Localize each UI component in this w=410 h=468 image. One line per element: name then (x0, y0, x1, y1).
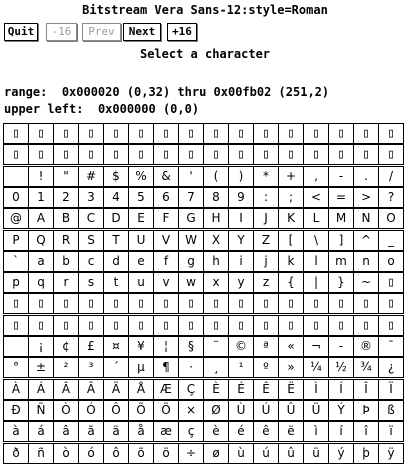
glyph-cell[interactable]: M (328, 208, 354, 229)
glyph-cell[interactable]: ▯ (328, 123, 354, 144)
glyph-cell[interactable]: ▯ (203, 123, 229, 144)
glyph-cell[interactable]: ▯ (278, 293, 304, 314)
quit-button[interactable]: Quit (4, 23, 38, 41)
glyph-cell[interactable]: y (228, 272, 254, 293)
glyph-cell[interactable]: × (178, 400, 204, 421)
glyph-cell[interactable]: ▯ (378, 293, 404, 314)
range-value: 0x000020 (0,32) thru 0x00fb02 (251,2) (61, 85, 330, 99)
glyph-cell[interactable]: ( (203, 166, 229, 187)
glyph-cell[interactable]: ¶ (153, 357, 179, 378)
glyph-cell[interactable]: = (328, 187, 354, 208)
glyph-cell[interactable]: Ç (178, 379, 204, 400)
glyph-cell[interactable]: ' (178, 166, 204, 187)
glyph-cell[interactable]: © (228, 336, 254, 357)
glyph-cell[interactable]: ý (328, 443, 354, 464)
glyph-cell[interactable]: e (128, 251, 154, 272)
glyph-cell[interactable]: ¯ (378, 336, 404, 357)
glyph-cell[interactable]: æ (153, 421, 179, 442)
glyph-cell[interactable]: ® (353, 336, 379, 357)
glyph-cell[interactable]: ▯ (328, 315, 354, 336)
glyph-cell[interactable]: ø (203, 443, 229, 464)
glyph-cell[interactable]: 7 (178, 187, 204, 208)
glyph-cell[interactable]: í (328, 421, 354, 442)
glyph-cell[interactable]: ¾ (353, 357, 379, 378)
glyph-cell[interactable]: ▯ (203, 315, 229, 336)
glyph-cell[interactable]: X (203, 230, 229, 251)
glyph-cell[interactable]: Z (253, 230, 279, 251)
glyph-cell[interactable]: ù (228, 443, 254, 464)
glyph-cell[interactable]: Î (353, 379, 379, 400)
glyph-cell[interactable]: Ó (78, 400, 104, 421)
glyph-cell[interactable]: º (253, 357, 279, 378)
glyph-cell[interactable]: m (328, 251, 354, 272)
glyph-cell[interactable]: Õ (128, 400, 154, 421)
glyph-cell[interactable]: ; (278, 187, 304, 208)
glyph-cell[interactable]: k (278, 251, 304, 272)
glyph-cell[interactable]: V (153, 230, 179, 251)
glyph-cell[interactable]: þ (353, 443, 379, 464)
glyph-cell[interactable]: K (278, 208, 304, 229)
character-grid (3, 123, 406, 463)
glyph-cell[interactable]: * (253, 166, 279, 187)
glyph-cell[interactable]: ▯ (3, 123, 29, 144)
glyph-cell[interactable]: ò (53, 443, 79, 464)
glyph-cell[interactable]: ▯ (228, 123, 254, 144)
glyph-cell[interactable]: ¸ (203, 357, 229, 378)
glyph-cell[interactable]: ▯ (178, 144, 204, 165)
glyph-cell[interactable]: ¦ (153, 336, 179, 357)
glyph-cell[interactable]: # (78, 166, 104, 187)
glyph-cell[interactable]: ▯ (28, 293, 54, 314)
glyph-cell[interactable]: ▯ (103, 144, 129, 165)
glyph-cell[interactable]: ▯ (178, 293, 204, 314)
glyph-cell[interactable]: · (178, 357, 204, 378)
glyph-cell[interactable]: W (178, 230, 204, 251)
glyph-cell[interactable]: ▯ (303, 144, 329, 165)
glyph-cell[interactable]: : (253, 187, 279, 208)
glyph-cell[interactable]: T (103, 230, 129, 251)
glyph-cell[interactable]: ▯ (253, 123, 279, 144)
glyph-cell[interactable]: C (78, 208, 104, 229)
glyph-cell[interactable]: ▯ (153, 315, 179, 336)
glyph-cell[interactable]: } (328, 272, 354, 293)
glyph-cell[interactable]: ▯ (253, 315, 279, 336)
glyph-cell[interactable]: u (128, 272, 154, 293)
glyph-cell[interactable]: a (28, 251, 54, 272)
glyph-cell[interactable]: r (53, 272, 79, 293)
glyph-cell[interactable]: U (128, 230, 154, 251)
glyph-cell[interactable]: ? (378, 187, 404, 208)
glyph-cell[interactable]: | (303, 272, 329, 293)
glyph-cell[interactable]: É (228, 379, 254, 400)
glyph-cell[interactable]: ▯ (128, 123, 154, 144)
glyph-cell[interactable]: % (128, 166, 154, 187)
glyph-cell[interactable]: ▯ (78, 293, 104, 314)
glyph-cell[interactable]: q (28, 272, 54, 293)
glyph-cell[interactable]: d (103, 251, 129, 272)
glyph-cell[interactable]: ¥ (128, 336, 154, 357)
glyph-cell[interactable]: ▯ (153, 293, 179, 314)
glyph-cell[interactable]: ¤ (103, 336, 129, 357)
glyph-cell[interactable]: ~ (353, 272, 379, 293)
glyph-cell[interactable]: Â (53, 379, 79, 400)
select-prompt: Select a character (139, 47, 271, 61)
glyph-cell[interactable]: ] (328, 230, 354, 251)
glyph-cell[interactable]: Ý (328, 400, 354, 421)
glyph-cell[interactable]: $ (103, 166, 129, 187)
glyph-cell[interactable]: û (278, 443, 304, 464)
glyph-cell[interactable]: ö (153, 443, 179, 464)
glyph-cell[interactable]: à (3, 421, 29, 442)
glyph-cell[interactable]: ¿ (378, 357, 404, 378)
glyph-cell[interactable]: ▯ (228, 144, 254, 165)
glyph-cell[interactable]: ▯ (253, 293, 279, 314)
glyph-cell[interactable]: ▯ (28, 144, 54, 165)
glyph-cell[interactable]: { (278, 272, 304, 293)
glyph-cell[interactable]: A (28, 208, 54, 229)
glyph-cell[interactable]: . (353, 166, 379, 187)
glyph-cell[interactable]: ▯ (178, 315, 204, 336)
glyph-cell[interactable]: ¼ (303, 357, 329, 378)
glyph-cell[interactable]: ▯ (103, 293, 129, 314)
glyph-cell[interactable]: c (78, 251, 104, 272)
glyph-cell[interactable]: > (353, 187, 379, 208)
glyph-cell[interactable]: Ã (78, 379, 104, 400)
glyph-cell[interactable]: Ë (278, 379, 304, 400)
glyph-cell[interactable] (3, 336, 29, 357)
glyph-cell[interactable]: ¡ (28, 336, 54, 357)
glyph-cell[interactable]: Ø (203, 400, 229, 421)
glyph-cell[interactable]: ▯ (303, 123, 329, 144)
glyph-cell[interactable]: Ì (303, 379, 329, 400)
glyph-cell[interactable]: Ù (228, 400, 254, 421)
glyph-cell[interactable]: h (203, 251, 229, 272)
glyph-cell[interactable]: õ (128, 443, 154, 464)
glyph-cell[interactable]: & (153, 166, 179, 187)
glyph-cell[interactable]: ▯ (78, 123, 104, 144)
range-info (4, 85, 329, 99)
glyph-cell[interactable]: ▯ (278, 315, 304, 336)
glyph-cell[interactable]: ▯ (353, 144, 379, 165)
glyph-cell[interactable]: ª (253, 336, 279, 357)
glyph-cell[interactable]: ! (28, 166, 54, 187)
glyph-cell[interactable]: ê (253, 421, 279, 442)
glyph-cell[interactable]: ½ (328, 357, 354, 378)
glyph-cell[interactable]: â (53, 421, 79, 442)
glyph-cell[interactable]: j (253, 251, 279, 272)
glyph-cell[interactable]: ¨ (203, 336, 229, 357)
glyph-cell[interactable]: 2 (53, 187, 79, 208)
upper-left-label: upper left: (4, 102, 84, 116)
glyph-cell[interactable]: Y (228, 230, 254, 251)
glyph-cell[interactable]: ▯ (53, 144, 79, 165)
plus-16-button[interactable]: +16 (167, 23, 197, 41)
glyph-cell[interactable]: ▯ (378, 272, 404, 293)
glyph-cell[interactable]: § (178, 336, 204, 357)
glyph-cell[interactable]: ) (228, 166, 254, 187)
glyph-cell[interactable]: ▯ (378, 315, 404, 336)
glyph-cell[interactable]: ▯ (53, 123, 79, 144)
glyph-cell[interactable]: 5 (128, 187, 154, 208)
glyph-cell[interactable]: ▯ (3, 315, 29, 336)
glyph-cell[interactable]: ` (3, 251, 29, 272)
glyph-cell[interactable]: Å (128, 379, 154, 400)
glyph-cell[interactable]: + (278, 166, 304, 187)
glyph-cell[interactable]: ÿ (378, 443, 404, 464)
window-title: Bitstream Vera Sans-12:style=Roman (82, 3, 328, 17)
glyph-cell[interactable]: x (203, 272, 229, 293)
glyph-cell[interactable]: " (53, 166, 79, 187)
prev-button[interactable]: Prev (82, 23, 121, 41)
glyph-cell[interactable]: ▯ (203, 293, 229, 314)
glyph-cell[interactable]: 8 (203, 187, 229, 208)
glyph-cell[interactable]: ¢ (53, 336, 79, 357)
glyph-cell[interactable]: « (278, 336, 304, 357)
glyph-cell[interactable]: Ô (103, 400, 129, 421)
glyph-cell[interactable]: ß (378, 400, 404, 421)
glyph-cell[interactable]: ▯ (3, 144, 29, 165)
glyph-cell[interactable]: Ü (303, 400, 329, 421)
glyph-cell[interactable]: ▯ (378, 144, 404, 165)
glyph-cell[interactable] (3, 166, 29, 187)
glyph-cell[interactable]: v (153, 272, 179, 293)
glyph-cell[interactable]: Ê (253, 379, 279, 400)
glyph-cell[interactable]: ▯ (128, 144, 154, 165)
glyph-cell[interactable]: ▯ (78, 144, 104, 165)
glyph-cell[interactable]: » (278, 357, 304, 378)
glyph-cell[interactable]: ▯ (53, 315, 79, 336)
glyph-cell[interactable]: ▯ (278, 144, 304, 165)
glyph-cell[interactable]: Ñ (28, 400, 54, 421)
glyph-cell[interactable]: Á (28, 379, 54, 400)
glyph-cell[interactable]: Æ (153, 379, 179, 400)
glyph-cell[interactable]: ▯ (253, 144, 279, 165)
glyph-cell[interactable]: _ (378, 230, 404, 251)
glyph-cell[interactable]: ^ (353, 230, 379, 251)
glyph-cell[interactable]: p (3, 272, 29, 293)
glyph-cell[interactable]: ¹ (228, 357, 254, 378)
glyph-cell[interactable]: s (78, 272, 104, 293)
glyph-cell[interactable]: È (203, 379, 229, 400)
glyph-cell[interactable]: - (328, 166, 354, 187)
next-button[interactable]: Next (123, 23, 161, 41)
glyph-cell[interactable]: Ö (153, 400, 179, 421)
glyph-cell[interactable]: Ò (53, 400, 79, 421)
glyph-cell[interactable]: £ (78, 336, 104, 357)
glyph-cell[interactable]: N (353, 208, 379, 229)
glyph-cell[interactable]: b (53, 251, 79, 272)
glyph-cell[interactable]: - (328, 336, 354, 357)
glyph-cell[interactable]: G (178, 208, 204, 229)
glyph-cell[interactable]: ÷ (178, 443, 204, 464)
glyph-cell[interactable]: E (128, 208, 154, 229)
glyph-cell[interactable]: n (353, 251, 379, 272)
glyph-cell[interactable]: \ (303, 230, 329, 251)
glyph-cell[interactable]: t (103, 272, 129, 293)
glyph-cell[interactable]: f (153, 251, 179, 272)
glyph-cell[interactable]: µ (128, 357, 154, 378)
glyph-cell[interactable]: ü (303, 443, 329, 464)
glyph-cell[interactable]: ▯ (328, 293, 354, 314)
range-label: range: (4, 85, 48, 99)
glyph-cell[interactable]: Û (278, 400, 304, 421)
glyph-cell[interactable]: ▯ (153, 123, 179, 144)
glyph-cell[interactable]: O (378, 208, 404, 229)
glyph-cell[interactable]: w (178, 272, 204, 293)
glyph-cell[interactable]: J (253, 208, 279, 229)
glyph-cell[interactable]: ▯ (203, 144, 229, 165)
glyph-cell[interactable]: l (303, 251, 329, 272)
glyph-cell[interactable]: ▯ (278, 123, 304, 144)
glyph-cell[interactable]: F (153, 208, 179, 229)
glyph-cell[interactable]: P (3, 230, 29, 251)
glyph-cell[interactable]: R (53, 230, 79, 251)
glyph-cell[interactable]: À (3, 379, 29, 400)
glyph-cell[interactable]: ³ (78, 357, 104, 378)
glyph-cell[interactable]: ä (103, 421, 129, 442)
glyph-cell[interactable]: ú (253, 443, 279, 464)
glyph-cell[interactable]: 4 (103, 187, 129, 208)
glyph-cell[interactable]: ▯ (353, 123, 379, 144)
glyph-cell[interactable]: ì (303, 421, 329, 442)
glyph-cell[interactable]: [ (278, 230, 304, 251)
glyph-cell[interactable]: Ï (378, 379, 404, 400)
glyph-cell[interactable]: ▯ (378, 123, 404, 144)
glyph-cell[interactable]: o (378, 251, 404, 272)
glyph-cell[interactable]: ï (378, 421, 404, 442)
glyph-cell[interactable]: ± (28, 357, 54, 378)
upper-left-info (4, 102, 199, 116)
minus-16-button[interactable]: -16 (46, 23, 77, 41)
glyph-cell[interactable]: ▯ (303, 315, 329, 336)
glyph-cell[interactable]: z (253, 272, 279, 293)
glyph-cell[interactable]: ▯ (228, 315, 254, 336)
glyph-cell[interactable]: / (378, 166, 404, 187)
glyph-cell[interactable]: L (303, 208, 329, 229)
glyph-cell[interactable]: ▯ (353, 315, 379, 336)
glyph-cell[interactable]: S (78, 230, 104, 251)
glyph-cell[interactable]: ñ (28, 443, 54, 464)
glyph-cell[interactable]: ▯ (153, 144, 179, 165)
upper-left-value: 0x000000 (0,0) (97, 102, 200, 116)
glyph-cell[interactable]: ▯ (103, 315, 129, 336)
glyph-cell[interactable]: Q (28, 230, 54, 251)
glyph-cell[interactable]: 1 (28, 187, 54, 208)
glyph-cell[interactable]: ▯ (303, 293, 329, 314)
glyph-cell[interactable]: î (353, 421, 379, 442)
glyph-cell[interactable]: I (228, 208, 254, 229)
glyph-cell[interactable]: ▯ (128, 315, 154, 336)
glyph-cell[interactable]: é (228, 421, 254, 442)
glyph-cell[interactable]: < (303, 187, 329, 208)
glyph-cell[interactable]: ▯ (228, 293, 254, 314)
glyph-cell[interactable]: @ (3, 208, 29, 229)
glyph-cell[interactable]: ¬ (303, 336, 329, 357)
glyph-cell[interactable]: ▯ (53, 293, 79, 314)
glyph-cell[interactable]: ð (3, 443, 29, 464)
glyph-cell[interactable]: B (53, 208, 79, 229)
glyph-cell[interactable]: ▯ (128, 293, 154, 314)
glyph-cell[interactable]: g (178, 251, 204, 272)
glyph-cell[interactable]: ç (178, 421, 204, 442)
glyph-cell[interactable]: ô (103, 443, 129, 464)
glyph-cell[interactable]: ▯ (78, 315, 104, 336)
glyph-cell[interactable]: 6 (153, 187, 179, 208)
glyph-cell[interactable]: ▯ (28, 123, 54, 144)
glyph-cell[interactable]: ▯ (3, 293, 29, 314)
glyph-cell[interactable]: Ä (103, 379, 129, 400)
glyph-cell[interactable]: Ð (3, 400, 29, 421)
glyph-cell[interactable]: i (228, 251, 254, 272)
glyph-cell[interactable]: ã (78, 421, 104, 442)
glyph-cell[interactable]: ▯ (328, 144, 354, 165)
glyph-cell[interactable]: ë (278, 421, 304, 442)
glyph-cell[interactable]: 3 (78, 187, 104, 208)
glyph-cell[interactable]: ó (78, 443, 104, 464)
glyph-cell[interactable]: ▯ (353, 293, 379, 314)
glyph-cell[interactable]: Ú (253, 400, 279, 421)
glyph-cell[interactable]: H (203, 208, 229, 229)
glyph-cell[interactable]: ▯ (28, 315, 54, 336)
glyph-cell[interactable]: å (128, 421, 154, 442)
glyph-cell[interactable]: ² (53, 357, 79, 378)
glyph-cell[interactable]: , (303, 166, 329, 187)
glyph-cell[interactable]: ▯ (178, 123, 204, 144)
glyph-cell[interactable]: D (103, 208, 129, 229)
glyph-cell[interactable]: á (28, 421, 54, 442)
glyph-cell[interactable]: ° (3, 357, 29, 378)
glyph-cell[interactable]: Í (328, 379, 354, 400)
glyph-cell[interactable]: Þ (353, 400, 379, 421)
glyph-cell[interactable]: ´ (103, 357, 129, 378)
glyph-cell[interactable]: è (203, 421, 229, 442)
glyph-cell[interactable]: ▯ (103, 123, 129, 144)
glyph-cell[interactable]: 0 (3, 187, 29, 208)
glyph-cell[interactable]: 9 (228, 187, 254, 208)
